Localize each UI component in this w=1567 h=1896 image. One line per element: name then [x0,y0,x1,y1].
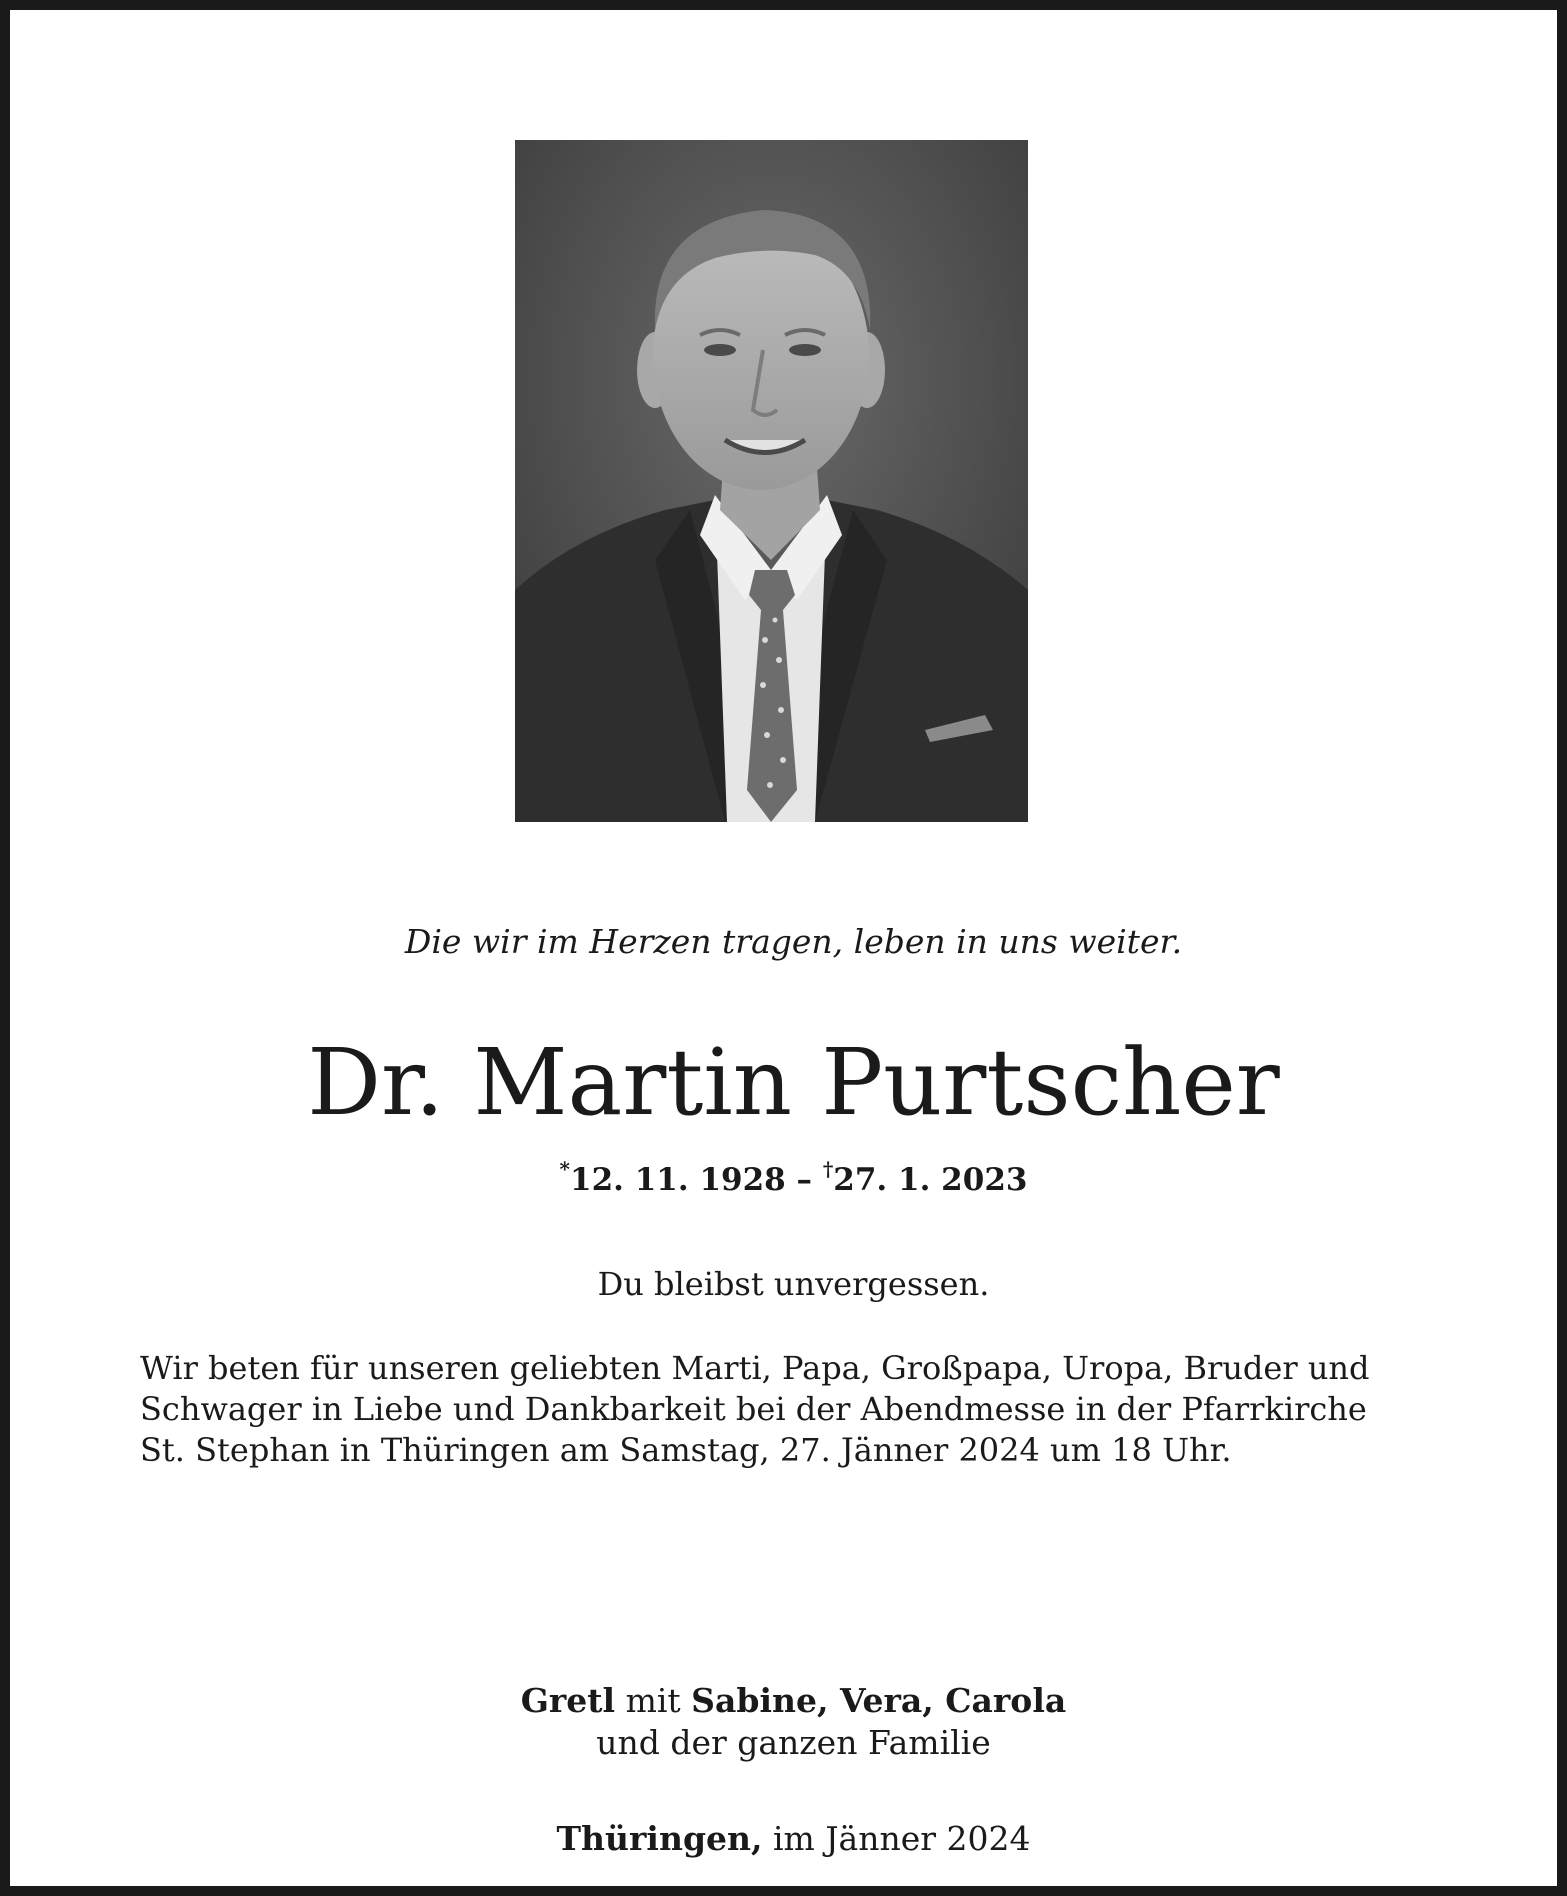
family-connector: mit [615,1681,692,1720]
life-dates [10,1157,1567,1200]
birth-date: 12. 11. 1928 [570,1162,786,1198]
prayer-paragraph [140,1348,1450,1471]
portrait-photo [515,140,1028,822]
death-date: 27. 1. 2023 [833,1162,1028,1198]
signoff-place: Thüringen, [556,1819,763,1858]
portrait-photo-icon [515,140,1028,822]
birth-symbol: * [559,1157,570,1181]
date-separator: – [785,1162,823,1198]
prayer-line: St. Stephan in Thüringen am Samstag, 27. Jänner 2024 um 18 Uhr. [140,1431,1232,1469]
death-symbol: † [822,1157,834,1181]
place-date-signoff [10,1818,1567,1860]
signoff-date: im Jänner 2024 [762,1819,1031,1858]
family-children: Sabine, Vera, Carola [691,1681,1067,1720]
deceased-name: Dr. Martin Purtscher [307,1029,1280,1136]
family-line-1 [10,1680,1567,1722]
unforgotten-line: Du bleibst unvergessen. [597,1265,990,1303]
prayer-line: Wir beten für unseren geliebten Marti, Papa, Großpapa, Uropa, Bruder und [140,1349,1370,1387]
family-signature [10,1680,1567,1764]
motto: Die wir im Herzen tragen, leben in uns weiter. [404,922,1183,961]
family-first-name: Gretl [520,1681,616,1720]
prayer-line: Schwager in Liebe und Dankbarkeit bei der Abendmesse in der Pfarrkirche [140,1390,1367,1428]
family-line-2: und der ganzen Familie [596,1723,991,1762]
